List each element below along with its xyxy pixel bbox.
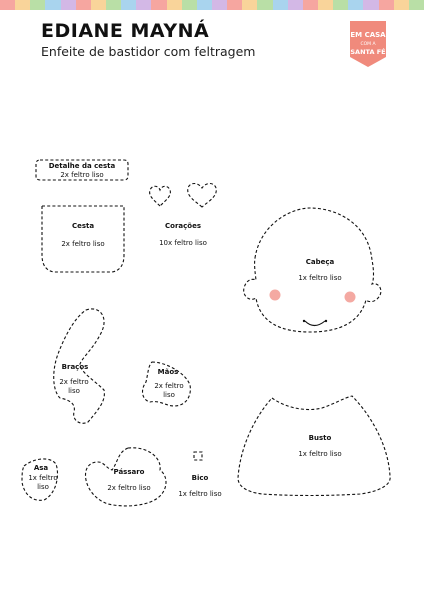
mouth-line: [305, 321, 325, 326]
label-cesta-name: [42, 222, 124, 231]
right-cheek: [345, 292, 356, 303]
logo-line-2: COM A: [360, 42, 376, 47]
bracos-name: Braços: [61, 363, 89, 371]
maos-qty: 2x feltro liso: [154, 382, 184, 400]
heart-large-outline: [188, 184, 217, 208]
coracoes-name: Corações: [165, 222, 201, 230]
bracos-qty: 2x feltro liso: [59, 378, 89, 396]
passaro-name: Pássaro: [113, 468, 145, 476]
cesta-outline: [42, 206, 124, 272]
logo-line-3: SANTA FÉ: [350, 48, 386, 56]
cabeca-qty: 1x feltro liso: [298, 274, 342, 283]
cabeca-name: Cabeça: [305, 258, 335, 266]
logo-line-1: EM CASA: [350, 31, 386, 39]
passaro-qty: 2x feltro liso: [107, 484, 151, 493]
bico-qty: 1x feltro liso: [178, 490, 222, 499]
cesta-qty: 2x feltro liso: [61, 240, 105, 248]
author-name: EDIANE MAYNÁ: [41, 20, 210, 42]
bico-name: Bico: [191, 474, 209, 482]
busto-qty: 1x feltro liso: [298, 450, 342, 459]
label-detalhe-cesta: [36, 162, 128, 181]
label-coracoes: [140, 222, 226, 249]
label-passaro: [96, 468, 162, 494]
bico-outline: [194, 452, 202, 460]
detalhe-cesta-qty: 2x feltro liso: [60, 171, 104, 180]
heart-small-outline: [150, 186, 171, 206]
label-cabeca: [270, 258, 370, 284]
maos-name: Mãos: [157, 368, 179, 376]
label-maos-qty: [149, 382, 189, 401]
label-bracos-name: [50, 363, 100, 372]
project-subtitle: Enfeite de bastidor com feltragem: [41, 44, 256, 59]
busto-name: Busto: [308, 434, 332, 442]
detalhe-cesta-name: Detalhe da cesta: [48, 162, 116, 170]
mouth-dot-right: [325, 320, 327, 322]
label-bracos-qty: [54, 378, 94, 397]
left-cheek: [270, 290, 281, 301]
coracoes-qty: 10x feltro liso: [159, 239, 207, 248]
asa-name: Asa: [33, 464, 49, 472]
label-bico: [170, 474, 230, 500]
label-asa-qty: [28, 474, 58, 493]
label-cesta-qty: [58, 240, 108, 249]
label-asa-name: [24, 464, 58, 473]
asa-qty: 1x feltro liso: [28, 474, 58, 492]
label-busto: [270, 434, 370, 460]
mouth-dot-left: [303, 320, 305, 322]
label-maos-name: [145, 368, 191, 377]
cesta-name: Cesta: [71, 222, 95, 230]
